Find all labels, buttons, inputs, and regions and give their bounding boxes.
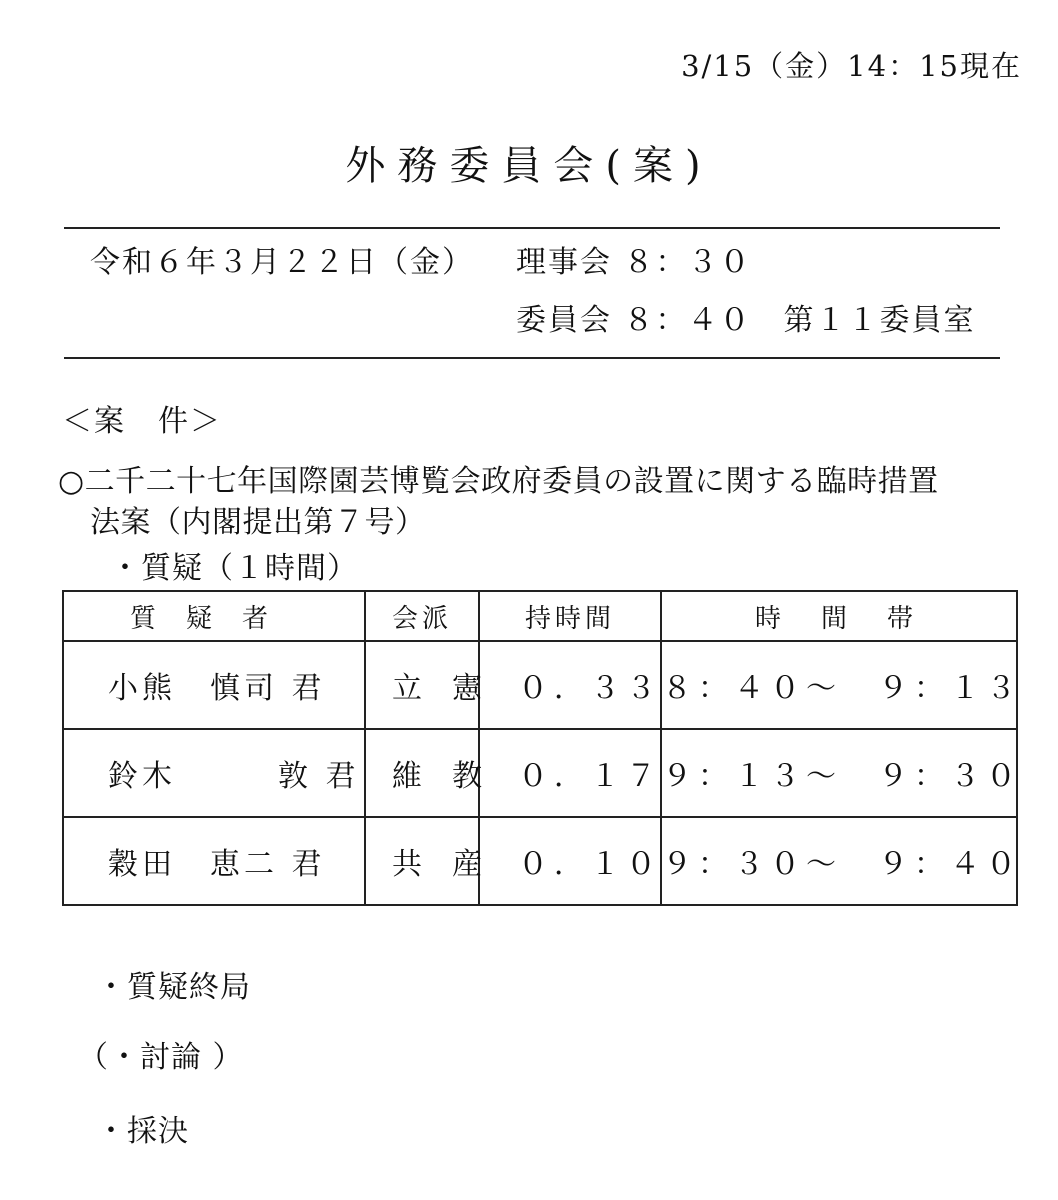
questioner-name: 小熊 慎司 君 xyxy=(63,641,365,729)
allotted-time: ０．１０ xyxy=(479,817,661,905)
table-row xyxy=(63,641,1017,729)
allotted-time: ０．１７ xyxy=(479,729,661,817)
time-slot: ８：４０～ ９：１３ xyxy=(661,641,1017,729)
page-title: 外務委員会(案) xyxy=(345,143,713,189)
questioner-name: 穀田 恵二 君 xyxy=(63,817,365,905)
bill-title-line2: 法案（内閣提出第７号） xyxy=(90,505,426,540)
header-allotted: 持時間 xyxy=(479,591,661,641)
committee-meeting-time: 委員会 ８：４０ 第１１委員室 xyxy=(516,303,976,338)
header-time-slot: 時間帯 xyxy=(661,591,1017,641)
party-name: 維教 xyxy=(365,729,479,817)
table-row xyxy=(63,817,1017,905)
divider-bottom xyxy=(64,357,1000,359)
step-close-questions: ・質疑終局 xyxy=(96,970,251,1005)
questioning-table xyxy=(62,590,1022,906)
time-slot: ９：３０～ ９：４０ xyxy=(661,817,1017,905)
header-party: 会派 xyxy=(365,591,479,641)
bill-title-line1: ○二千二十七年国際園芸博覧会政府委員の設置に関する臨時措置 xyxy=(58,464,939,499)
allotted-time: ０．３３ xyxy=(479,641,661,729)
step-debate: （・討論 ） xyxy=(78,1040,244,1075)
agenda-heading: ＜案 件＞ xyxy=(62,404,222,439)
step-vote: ・採決 xyxy=(96,1114,189,1149)
header-questioner: 質疑者 xyxy=(63,591,365,641)
table-header-row xyxy=(63,591,1017,641)
board-meeting-time: 理事会 ８：３０ xyxy=(516,245,752,280)
status-timestamp: 3/15（金）14：15現在 xyxy=(681,49,1022,83)
table-row xyxy=(63,729,1017,817)
questioner-name: 鈴木 敦 君 xyxy=(63,729,365,817)
party-name: 共産 xyxy=(365,817,479,905)
time-slot: ９：１３～ ９：３０ xyxy=(661,729,1017,817)
divider-top xyxy=(64,227,1000,229)
meeting-date: 令和６年３月２２日（金） xyxy=(90,245,474,280)
questioning-title: ・質疑（１時間） xyxy=(110,551,358,586)
party-name: 立憲 xyxy=(365,641,479,729)
